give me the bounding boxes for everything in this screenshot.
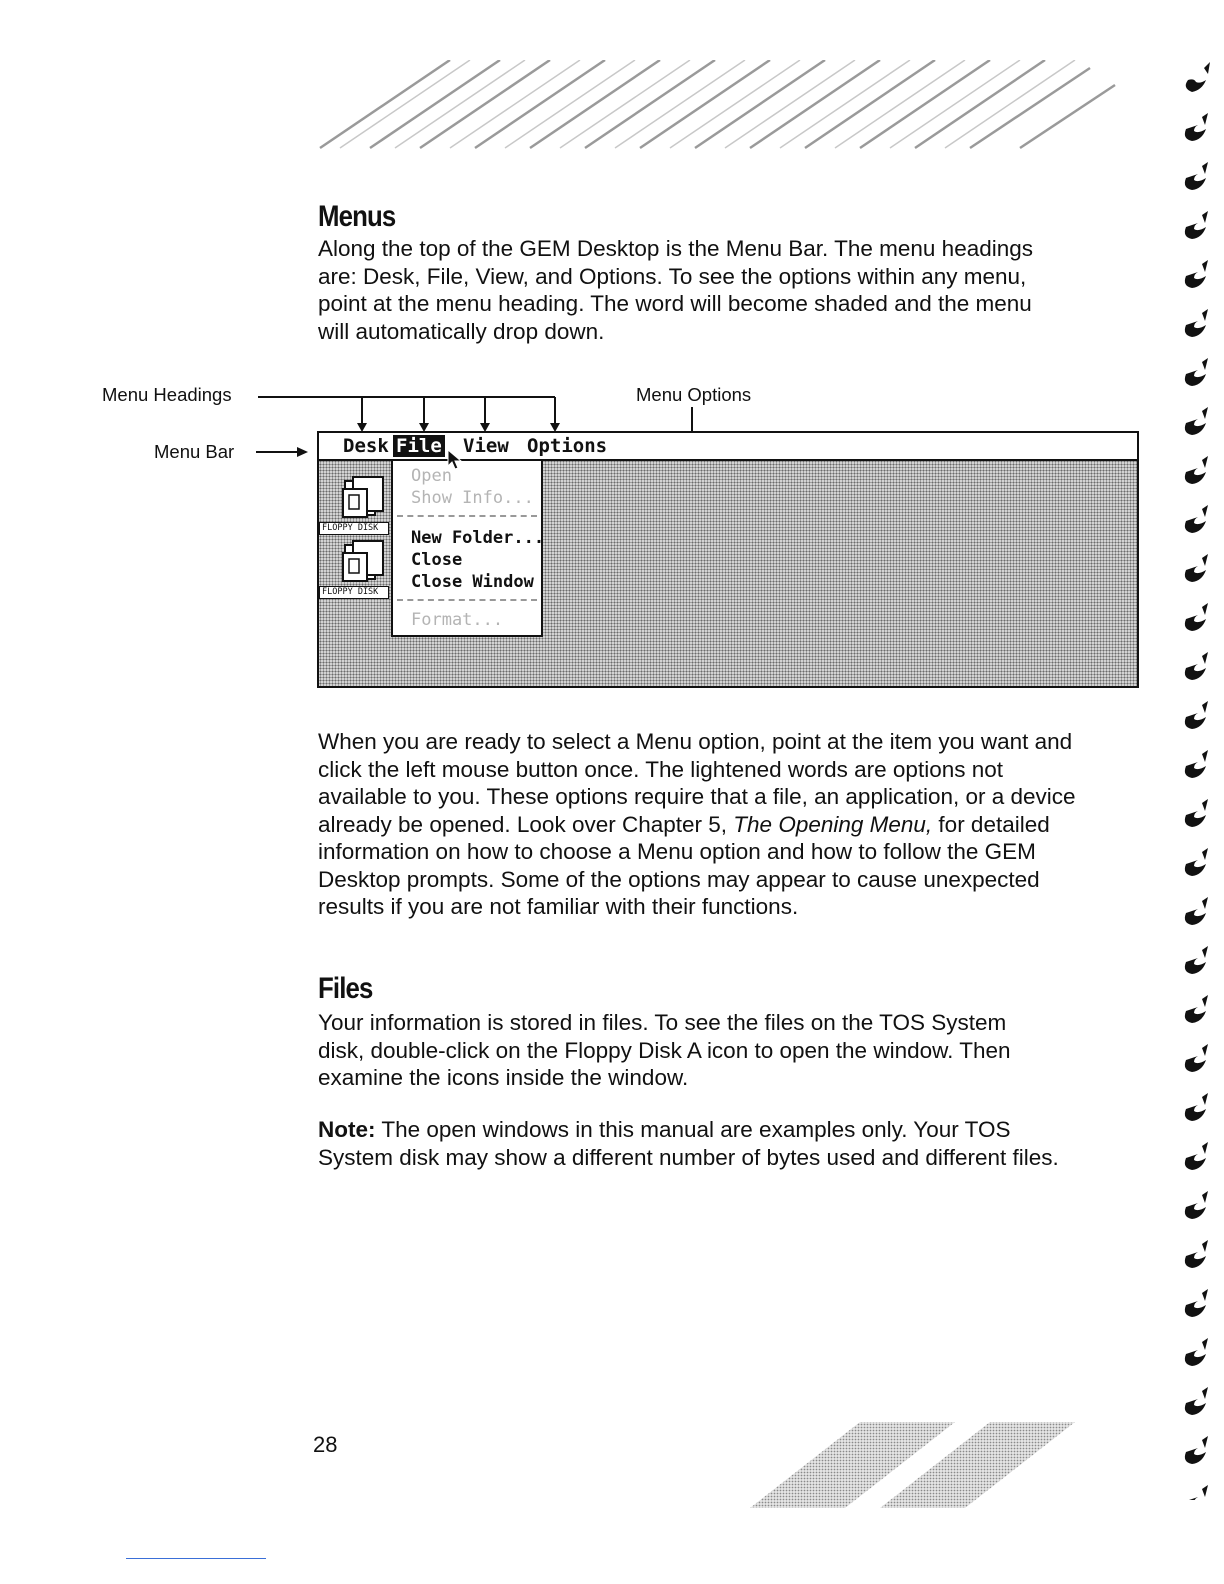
footer-rule [126,1558,266,1559]
menus-heading: Menus [318,200,396,233]
files-paragraph: Your information is stored in files. To see the files on the TOS System disk, double-click on the Floppy Disk A icon to open the window. Then examine the icons inside the window. [318,1010,1011,1090]
files-heading: Files [318,972,373,1005]
floppy-drive-icon [319,475,389,523]
binding-hook [1185,701,1208,729]
menu-separator [397,515,537,517]
select-option-paragraph [318,728,1078,921]
binding-hook [1185,1191,1208,1219]
menu-heading-view[interactable]: View [463,435,509,457]
menu-option-show-info: Show Info... [411,488,534,508]
gem-menu-bar [319,433,1137,461]
menu-options-label: Menu Options [636,384,752,405]
menu-bar-label: Menu Bar [154,441,235,462]
floppy-disk-b-icon[interactable] [319,539,389,599]
menu-heading-file[interactable]: File [393,435,445,457]
spiral-binding-decoration [1180,60,1220,1500]
menu-heading-desk[interactable]: Desk [343,435,389,457]
select-text-before: When you are ready to select a Menu option, point at the item you want and click the left mouse button once. The lightened words are options not available to you. These options require that a file, an application, or a device already be opened. Look over Chapter 5, [318,729,1076,837]
select-text-after: for detailed information on how to choose a Menu option and how to follow the GEM Desktop prompts. Some of the options may appear to cause unexpected results if you are not familiar with their functions. [318,811,1050,919]
gem-desktop-screenshot [317,431,1139,688]
binding-hook [1185,1044,1208,1072]
binding-hook [1185,848,1208,876]
binding-hook [1185,1289,1208,1317]
menu-separator [397,599,537,601]
header-stripes-decoration [300,60,1120,150]
binding-hook [1185,1338,1208,1366]
binding-hook [1185,1387,1208,1415]
menu-option-format: Format... [411,610,504,630]
note-paragraph [318,1116,1068,1171]
chapter-title-reference: The Opening Menu, [733,811,933,837]
binding-hook [1185,113,1208,141]
binding-hook [1185,946,1208,974]
floppy-disk-a-icon[interactable] [319,475,389,535]
binding-hook [1185,309,1208,337]
menu-option-close-window[interactable]: Close Window [411,572,534,592]
binding-hook [1185,897,1208,925]
mouse-pointer-icon [447,449,463,471]
menu-option-new-folder[interactable]: New Folder... [411,528,545,548]
binding-hook [1185,799,1208,827]
note-text: The open windows in this manual are examples only. Your TOS System disk may show a different number of bytes used and different files. [318,1117,1059,1170]
menus-paragraph: Along the top of the GEM Desktop is the Menu Bar. The menu headings are: Desk, File, View, and Options. To see the options within any menu, point at the menu heading. The word will become shaded and the menu will automatically drop down. [318,236,1034,344]
binding-hook [1185,162,1208,190]
drive-b-label: FLOPPY DISK [319,586,389,599]
drive-a-label: FLOPPY DISK [319,522,389,535]
menu-option-close[interactable]: Close [411,550,463,570]
binding-hook [1185,750,1208,778]
page-number: 28 [313,1432,338,1457]
binding-hook [1185,1485,1208,1500]
binding-hook [1185,1093,1208,1121]
floppy-drive-icon [319,539,389,587]
binding-hook [1185,1436,1208,1464]
binding-hook [1185,1240,1208,1268]
binding-hook [1185,260,1208,288]
menu-headings-label: Menu Headings [102,384,232,405]
binding-hook [1185,1142,1208,1170]
note-label: Note: [318,1117,376,1142]
menu-heading-options[interactable]: Options [527,435,608,457]
binding-hook [1185,995,1208,1023]
binding-hook [1185,211,1208,239]
menu-option-open: Open [411,466,452,486]
file-menu-dropdown [391,459,543,637]
footer-stripes-decoration [740,1420,1080,1510]
